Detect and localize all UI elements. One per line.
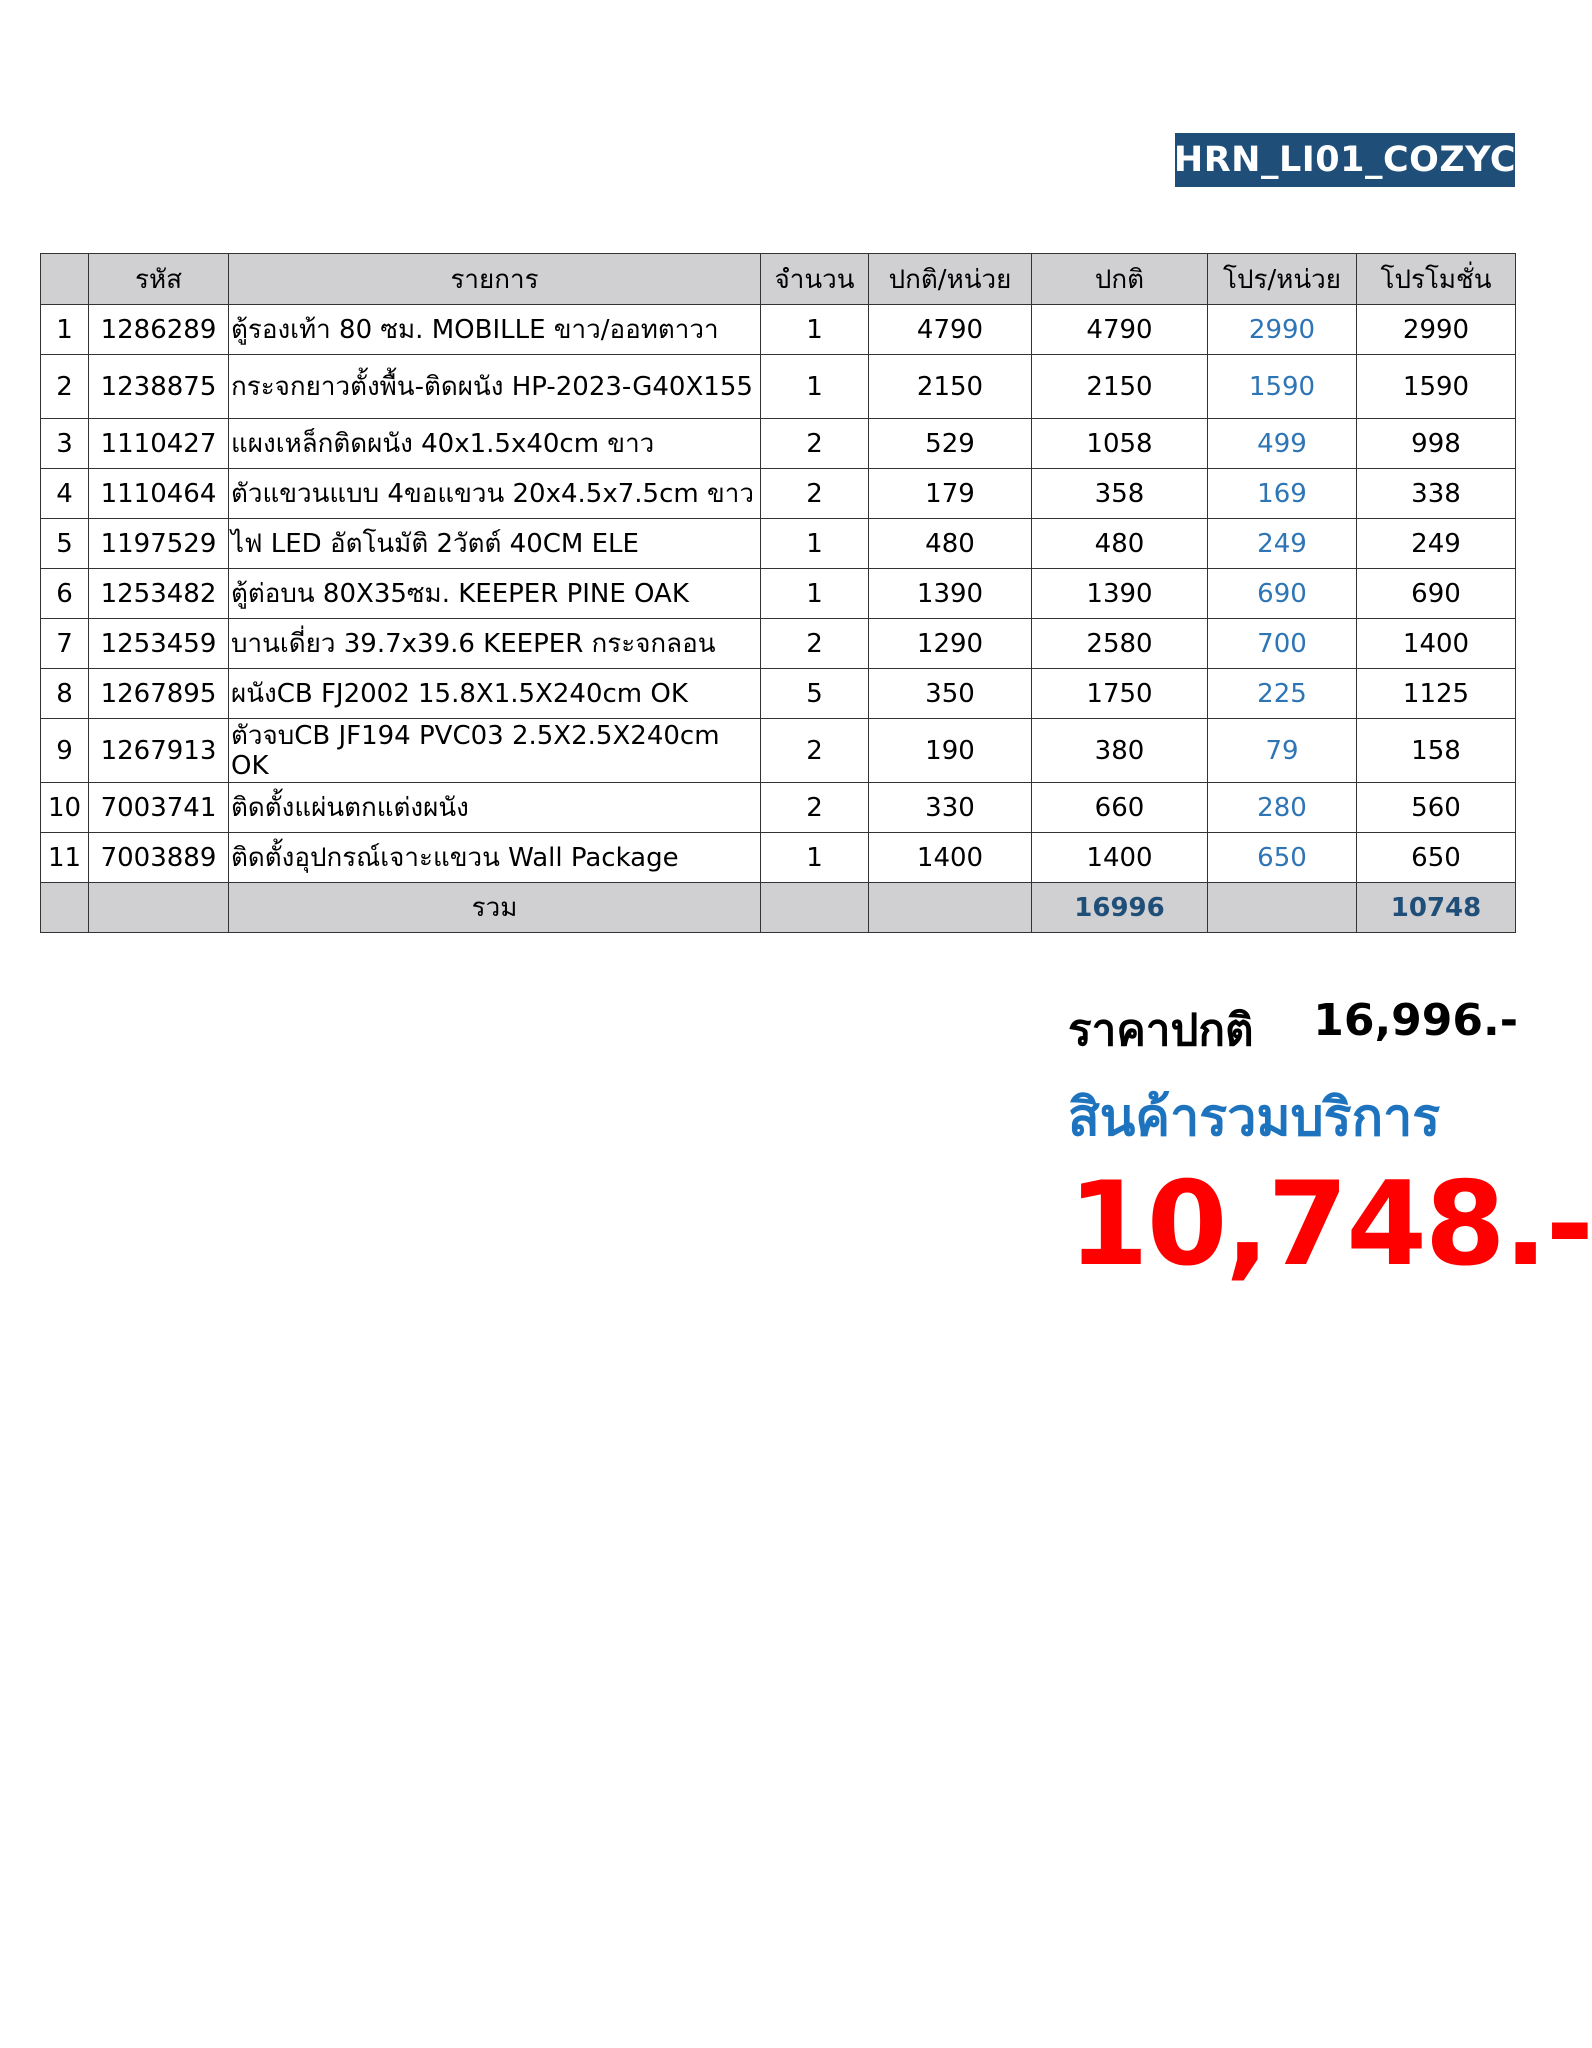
total-label: รวม [229, 883, 761, 933]
promo-unit-price: 499 [1208, 419, 1357, 469]
table-row [41, 519, 1516, 569]
final-price: 10,748.- [1068, 1157, 1592, 1292]
unit-price: 1290 [869, 619, 1032, 669]
item-name: ไฟ LED อัตโนมัติ 2วัตต์ 40CM ELE [229, 519, 761, 569]
item-code: 1267913 [89, 719, 229, 783]
item-code: 1110464 [89, 469, 229, 519]
item-name: ผนังCB FJ2002 15.8X1.5X240cm OK [229, 669, 761, 719]
item-name: ตู้รองเท้า 80 ซม. MOBILLE ขาว/ออทตาวา [229, 305, 761, 355]
table-header-row [41, 254, 1516, 305]
item-code: 1286289 [89, 305, 229, 355]
promo-total: 2990 [1357, 305, 1516, 355]
quantity: 1 [761, 569, 869, 619]
promo-unit-price: 249 [1208, 519, 1357, 569]
promo-total: 1400 [1357, 619, 1516, 669]
regular-price: 4790 [1032, 305, 1208, 355]
quantity: 2 [761, 719, 869, 783]
quantity: 2 [761, 419, 869, 469]
promo-total: 650 [1357, 833, 1516, 883]
quantity: 1 [761, 519, 869, 569]
unit-price: 350 [869, 669, 1032, 719]
item-code: 1253482 [89, 569, 229, 619]
regular-price: 2150 [1032, 355, 1208, 419]
column-header: ปกติ/หน่วย [869, 254, 1032, 305]
promo-unit-price: 700 [1208, 619, 1357, 669]
table-row [41, 355, 1516, 419]
unit-price: 1400 [869, 833, 1032, 883]
item-name: ตัวจบCB JF194 PVC03 2.5X2.5X240cm OK [229, 719, 761, 783]
regular-price: 1750 [1032, 669, 1208, 719]
promo-unit-price: 690 [1208, 569, 1357, 619]
quantity: 1 [761, 833, 869, 883]
table-row [41, 619, 1516, 669]
table-row [41, 669, 1516, 719]
quantity: 5 [761, 669, 869, 719]
total-promo: 10748 [1357, 883, 1516, 933]
item-name: ตัวแขวนแบบ 4ขอแขวน 20x4.5x7.5cm ขาว [229, 469, 761, 519]
empty-cell [41, 883, 89, 933]
item-code: 1197529 [89, 519, 229, 569]
row-number: 10 [41, 783, 89, 833]
total-regular-price: 16996 [1032, 883, 1208, 933]
total-row [41, 883, 1516, 933]
regular-price-label: ราคาปกติ [1068, 1005, 1254, 1056]
items-table [40, 253, 1516, 933]
table-row [41, 833, 1516, 883]
regular-price: 380 [1032, 719, 1208, 783]
promo-unit-price: 650 [1208, 833, 1357, 883]
table-row [41, 569, 1516, 619]
unit-price: 529 [869, 419, 1032, 469]
regular-price: 1390 [1032, 569, 1208, 619]
row-number: 4 [41, 469, 89, 519]
column-header: โปรโมชั่น [1357, 254, 1516, 305]
unit-price: 2150 [869, 355, 1032, 419]
unit-price: 1390 [869, 569, 1032, 619]
unit-price: 330 [869, 783, 1032, 833]
quantity: 2 [761, 783, 869, 833]
promo-total: 998 [1357, 419, 1516, 469]
unit-price: 190 [869, 719, 1032, 783]
table-row [41, 469, 1516, 519]
promo-unit-price: 79 [1208, 719, 1357, 783]
regular-price-line [1068, 995, 1518, 1055]
column-header: รายการ [229, 254, 761, 305]
row-number: 9 [41, 719, 89, 783]
table-row [41, 783, 1516, 833]
promo-total: 249 [1357, 519, 1516, 569]
regular-price: 660 [1032, 783, 1208, 833]
empty-cell [1208, 883, 1357, 933]
promo-unit-price: 280 [1208, 783, 1357, 833]
item-code: 1253459 [89, 619, 229, 669]
row-number: 3 [41, 419, 89, 469]
item-code: 1110427 [89, 419, 229, 469]
table-row [41, 305, 1516, 355]
row-number: 2 [41, 355, 89, 419]
quantity: 1 [761, 355, 869, 419]
row-number: 6 [41, 569, 89, 619]
row-number: 1 [41, 305, 89, 355]
document-code-badge: HRN_LI01_COZYC [1175, 133, 1515, 187]
item-name: ตู้ต่อบน 80X35ซม. KEEPER PINE OAK [229, 569, 761, 619]
column-header: โปร/หน่วย [1208, 254, 1357, 305]
item-name: ติดตั้งแผ่นตกแต่งผนัง [229, 783, 761, 833]
item-name: บานเดี่ยว 39.7x39.6 KEEPER กระจกลอน [229, 619, 761, 669]
row-number: 5 [41, 519, 89, 569]
item-code: 7003741 [89, 783, 229, 833]
promo-total: 560 [1357, 783, 1516, 833]
promo-total: 1125 [1357, 669, 1516, 719]
regular-price: 1400 [1032, 833, 1208, 883]
empty-cell [761, 883, 869, 933]
item-name: แผงเหล็กติดผนัง 40x1.5x40cm ขาว [229, 419, 761, 469]
table-row [41, 419, 1516, 469]
column-header: รหัส [89, 254, 229, 305]
quantity: 2 [761, 619, 869, 669]
regular-price: 358 [1032, 469, 1208, 519]
promo-unit-price: 2990 [1208, 305, 1357, 355]
unit-price: 480 [869, 519, 1032, 569]
row-number: 11 [41, 833, 89, 883]
unit-price: 4790 [869, 305, 1032, 355]
regular-price: 1058 [1032, 419, 1208, 469]
service-label: สินค้ารวมบริการ [1068, 1088, 1441, 1148]
promo-total: 338 [1357, 469, 1516, 519]
row-number: 8 [41, 669, 89, 719]
row-number: 7 [41, 619, 89, 669]
regular-price: 480 [1032, 519, 1208, 569]
promo-total: 1590 [1357, 355, 1516, 419]
promo-unit-price: 169 [1208, 469, 1357, 519]
column-header [41, 254, 89, 305]
column-header: ปกติ [1032, 254, 1208, 305]
item-name: กระจกยาวตั้งพื้น-ติดผนัง HP-2023-G40X155 [229, 355, 761, 419]
quantity: 2 [761, 469, 869, 519]
item-code: 1238875 [89, 355, 229, 419]
empty-cell [89, 883, 229, 933]
item-code: 1267895 [89, 669, 229, 719]
quantity: 1 [761, 305, 869, 355]
empty-cell [869, 883, 1032, 933]
regular-price: 2580 [1032, 619, 1208, 669]
unit-price: 179 [869, 469, 1032, 519]
regular-price-value: 16,996.- [1313, 995, 1518, 1046]
column-header: จำนวน [761, 254, 869, 305]
table-row [41, 719, 1516, 783]
promo-total: 158 [1357, 719, 1516, 783]
promo-unit-price: 1590 [1208, 355, 1357, 419]
item-name: ติดตั้งอุปกรณ์เจาะแขวน Wall Package [229, 833, 761, 883]
promo-unit-price: 225 [1208, 669, 1357, 719]
item-code: 7003889 [89, 833, 229, 883]
promo-total: 690 [1357, 569, 1516, 619]
